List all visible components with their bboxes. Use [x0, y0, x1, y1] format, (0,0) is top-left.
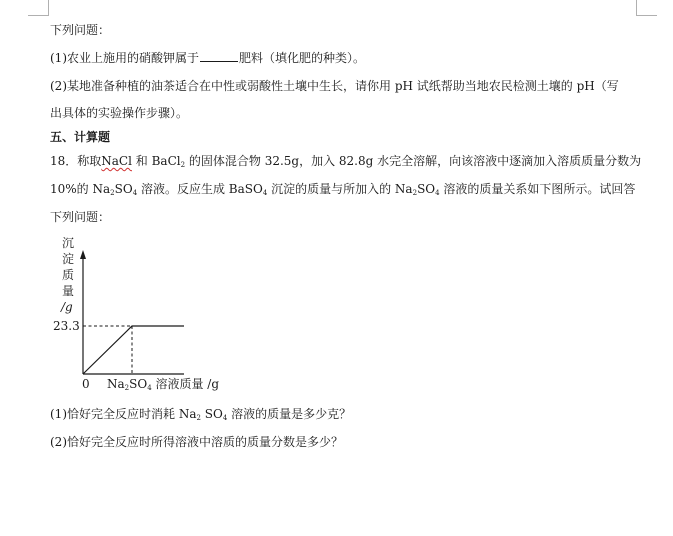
text-segment: SO — [200, 407, 223, 421]
text-segment: 10%的 Na — [50, 182, 111, 196]
section-heading — [50, 129, 110, 145]
answer-blank[interactable] — [200, 50, 238, 62]
subscript: 4 — [132, 189, 138, 197]
text-segment: (2)恰好完全反应时所得溶液中溶质的质量分数是多少？ — [50, 435, 344, 449]
subscript: 2 — [412, 189, 418, 197]
text-segment: 溶液。反应生成 BaSO — [137, 182, 263, 196]
subscript: 4 — [222, 414, 228, 422]
y-axis-label-char: 沉 — [62, 236, 75, 250]
question-fertilizer — [50, 50, 365, 66]
text-segment: 下列问题： — [50, 23, 111, 37]
question-solute-fraction — [50, 434, 343, 450]
problem-18-statement — [50, 153, 641, 169]
question-ph-test — [50, 78, 619, 94]
text-segment: 溶液的质量关系如下图所示。试回答 — [439, 182, 636, 196]
text-segment: 出具体的实验操作步骤）。 — [50, 106, 189, 120]
text-segment: 下列问题： — [50, 210, 111, 224]
page-corner-mark-left — [28, 0, 49, 16]
y-axis-unit: /g — [61, 300, 73, 314]
text-segment: (2)某地准备种植的油茶适合在中性或弱酸性土壤中生长，请你用 pH 试纸帮助当地农民检测土壤的 pH（写 — [50, 79, 619, 93]
text-segment: (1)农业上施用的硝酸钾属于 — [50, 51, 199, 65]
page-corner-mark-right — [636, 0, 657, 16]
text-segment: 五、计算题 — [50, 130, 111, 144]
subscript: 2 — [180, 161, 186, 169]
x-axis-label-part: 溶液质量 /g — [151, 377, 220, 391]
subscript: 2 — [110, 189, 115, 197]
text-line — [50, 22, 110, 38]
x-axis-label — [107, 376, 219, 392]
text-segment: SO — [114, 182, 133, 196]
text-segment: SO — [417, 182, 436, 196]
text-line — [50, 209, 110, 225]
y-axis-label-char: 质 — [62, 268, 75, 282]
x-axis-label-subscript: 4 — [147, 384, 152, 392]
text-segment: 的固体混合物 32.5g，加入 82.8g 水完全溶解，向该溶液中逐滴加入溶质质量分数为 — [185, 154, 642, 168]
y-axis-arrow — [80, 250, 86, 259]
text-segment: 沉淀的质量与所加入的 Na — [267, 182, 413, 196]
x-axis-label-subscript: 2 — [124, 384, 130, 392]
x-axis-label-part: SO — [129, 377, 148, 391]
origin-label: 0 — [82, 377, 90, 391]
y-axis-label-char: 量 — [62, 284, 75, 298]
text-segment: (1)恰好完全反应时消耗 Na — [50, 407, 197, 421]
text-segment: 和 BaCl — [131, 154, 181, 168]
formula-nacl: NaCl — [101, 154, 132, 168]
subscript: 2 — [196, 414, 201, 422]
precipitate-mass-line — [83, 326, 184, 374]
precipitate-graph — [50, 228, 250, 398]
question-sodium-sulfate-mass — [50, 406, 351, 422]
subscript: 4 — [435, 189, 440, 197]
y-axis-label-char: 淀 — [62, 252, 75, 266]
problem-18-statement — [50, 181, 635, 197]
y-value-label: 23.3 — [53, 319, 80, 333]
text-line — [50, 105, 188, 121]
text-segment: 18．称取 — [50, 154, 102, 168]
subscript: 4 — [262, 189, 268, 197]
text-segment: 肥料（填化肥的种类）。 — [239, 51, 366, 65]
text-segment: 溶液的质量是多少克？ — [227, 407, 352, 421]
x-axis-label-part: Na — [107, 377, 125, 391]
